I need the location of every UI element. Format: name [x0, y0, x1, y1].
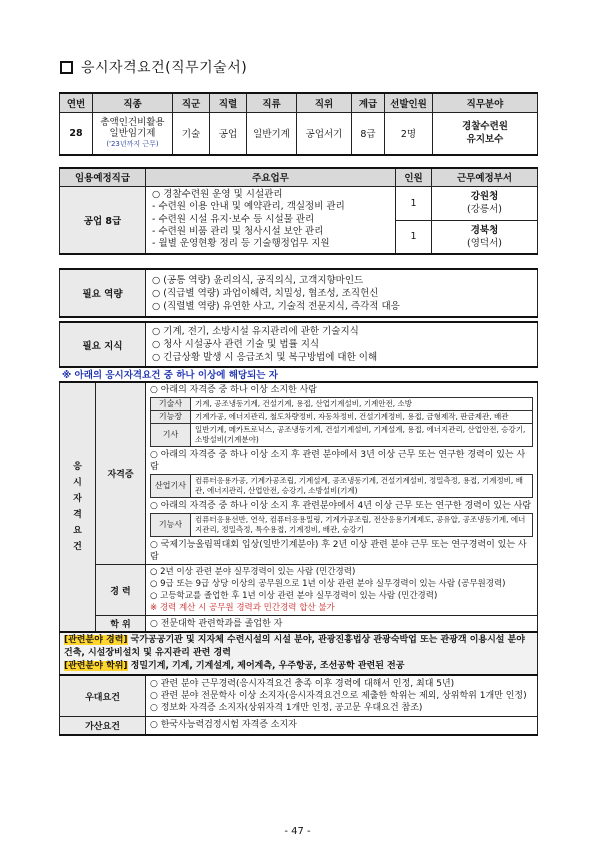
cell-group: 기술: [173, 112, 210, 155]
header-group: 직군: [173, 93, 210, 112]
qualification-table: [59, 381, 538, 736]
eligibility-notice: ※ 아래의 응시자격요건 중 하나 이상에 해당되는 자: [62, 370, 278, 381]
cell-position: 공업서기: [297, 112, 352, 155]
knowledge-table: [59, 321, 538, 368]
license-table-2: 산업기사 컴퓨터응용가공, 기계가공조립, 기계설계, 공조냉동기계, 건설기계설비, 정밀측정, 용접, 기계정비, 배관, 에너지관리, 산업안전, 승강기, 소방설비(기계): [150, 474, 533, 498]
cell-type: 총액인건비활용 일반임기제 ('23년까지 근무): [93, 112, 173, 155]
eligibility-vertical-label: 응 시 자 격 요 건: [60, 382, 96, 632]
competency-table: [59, 268, 538, 318]
duty-list: ○ 경찰수련원 운영 및 시설관리 - 수련원 이용 안내 및 예약관리, 객실정비 관리 - 수련원 시설 유지·보수 등 시설물 관리 - 수련원 비품 관리 및 청사시설 보안 관리 - 월별 운영현황 정리 등 기술행정업무 지원: [146, 186, 396, 254]
cell-field: 경찰수련원 유지보수: [433, 112, 538, 155]
cell-count: 2명: [385, 112, 433, 155]
career-list: ○ 2년 이상 관련 분야 실무경력이 있는 사람 (민간경력) ○ 9급 또는 9급 상당 이상의 공무원으로 1년 이상 관련 분야 실무경력이 있는 사람 (공무원경력) ○ 고등학교를 졸업한 후 1년 이상 관련 분야 실무경력이 있는 사람 (민간경력) ※ 경력 계산 시 공무원 경력과 민간경력 합산 불가: [146, 565, 538, 616]
education-label: 학 위: [96, 616, 146, 633]
type-note: ('23년까지 근무): [106, 139, 159, 148]
competency-label: 필요 역량: [60, 269, 146, 317]
duty-table: [59, 167, 538, 255]
preference-list: ○ 관련 분야 근무경력(응시자격요건 충족 이후 경력에 대해서 인정, 최대 5년) ○ 관련 분야 전문학사 이상 소지자(응시자격요건으로 제출한 학위는 제외, 상위학위 1개만 인정) ○ 정보화 자격증 소지자(상위자격 1개만 인정, 공고문 우대요건 참조): [146, 675, 538, 717]
related-degree-tag: [관련분야 학위]: [64, 661, 128, 671]
header-no: 연번: [60, 93, 93, 112]
header-field: 직무분야: [433, 93, 538, 112]
cell-series: 공업: [210, 112, 247, 155]
header-position: 직위: [297, 93, 352, 112]
cell-no: 28: [60, 112, 93, 155]
knowledge-list: ○ 기계, 전기, 소방시설 유지관리에 관한 기술지식 ○ 청사 시설공사 관련 기술 및 법률 지식 ○ 긴급상황 발생 시 응급조치 및 복구방법에 대한 이해: [146, 322, 538, 367]
competency-list: ○ (공통 역량) 윤리의식, 공직의식, 고객지향마인드 ○ (직급별 역량) 과업이해력, 치밀성, 협조성, 조직헌신 ○ (직렬별 역량) 유연한 사고, 기술적 전문지식, 즉각적 대응: [146, 269, 538, 317]
page-title: [60, 56, 247, 78]
header-headcount: 인원: [396, 168, 432, 186]
page-number: - 47 -: [284, 826, 311, 837]
knowledge-label: 필요 지식: [60, 322, 146, 367]
header-category: 직류: [247, 93, 297, 112]
bonus-label: 가산요건: [60, 717, 146, 735]
cell-category: 일반기계: [247, 112, 297, 155]
appoint-grade: 공업 8급: [60, 186, 146, 254]
place-count-1: 1: [396, 186, 432, 220]
header-grade: 계급: [352, 93, 385, 112]
related-field: [관련분야 경력] 국가공공기관 및 지자체 수련시설의 시설 분야, 관광진흥법상 관광숙박업 또는 관광객 이용시설 분야 건축, 시설장비설치 및 유지관리 관련 경력 [관련분야 학위] 정밀기계, 기계, 기계설계, 제어계측, 우주항공, 조선공학 관련된 전공: [60, 632, 538, 675]
header-type: 직종: [93, 93, 173, 112]
license-label: 자격증: [96, 382, 146, 565]
license-table-3: 기능사 컴퓨터응용선반, 연삭, 컴퓨터응용밀링, 기계가공조립, 전산응용기계제도, 공유압, 공조냉동기계, 에너지관리, 정밀측정, 특수용접, 기계정비, 배관, 승강기: [150, 513, 533, 537]
header-series: 직렬: [210, 93, 247, 112]
checkbox-square-icon: [60, 61, 73, 74]
license-list: ○ 아래의 자격증 중 하나 이상 소지한 사람 기술사 기계, 공조냉동기계, 건설기계, 용접, 산업기계설비, 기계안전, 소방 기능장 기계가공, 에너지관리, 철도차량정비, 자동차정비, 건설기계정비, 용접, 금형제작, 판금제관, 배관 기사 일반기계, 메카트로닉스, 공조냉동기계, 건설기계설비, 기계설계, 용접, 에너지관리, 산업안전, 승강기, 소방설비(기계분야) ○ 아래의 자격증 중 하나 이상 소지 후 관련 분야에서 3년 이상 근무 또는 연구한 경력이 있는 사람 산업기사 컴퓨터응용가공, 기계가공조립, 기계설계, 공조냉동기계, 건설기계설비, 정밀측정, 용접, 기계정비, 배관, 에너지관리, 산업안전, 승강기, 소방설비(기계) ○ 아래의 자격증 중 하나 이상 소지 후 관련분야에서 4년 이상 근무 또는 연구한 경력이 있는 사람 기능사 컴퓨터응용선반, 연삭, 컴퓨터응용밀링, 기계가공조립, 전산응용기계제도, 공유압, 공조냉동기계, 에너지관리, 정밀측정, 특수용접, 기계정비, 배관, 승강기 ○ 국제기능올림픽대회 입상(일반기계분야) 후 2년 이상 관련 분야 근무 또는 연구경력이 있는 사람: [146, 382, 538, 565]
preference-label: 우대요건: [60, 675, 146, 717]
header-count: 선발인원: [385, 93, 433, 112]
header-department: 근무예정부서: [432, 168, 538, 186]
place-count-2: 1: [396, 220, 432, 254]
education-item: ○ 전문대학 관련학과를 졸업한 자: [146, 616, 538, 633]
header-appoint-grade: 임용예정직급: [60, 168, 146, 186]
bonus-item: ○ 한국사능력검정시험 자격증 소지자: [146, 717, 538, 735]
cell-grade: 8급: [352, 112, 385, 155]
license-table-1: 기술사 기계, 공조냉동기계, 건설기계, 용접, 산업기계설비, 기계안전, 소방 기능장 기계가공, 에너지관리, 철도차량정비, 자동차정비, 건설기계정비, 용접, 금형제작, 판금제관, 배관 기사 일반기계, 메카트로닉스, 공조냉동기계, 건설기계설비, 기계설계, 용접, 에너지관리, 산업안전, 승강기, 소방설비(기계분야): [150, 397, 533, 447]
career-label: 경 력: [96, 565, 146, 616]
related-career-tag: [관련분야 경력]: [64, 635, 128, 645]
place-2: 경북청 (영덕서): [432, 220, 538, 254]
career-warning: ※ 경력 계산 시 공무원 경력과 민간경력 합산 불가: [150, 603, 335, 613]
place-1: 강원청 (강릉서): [432, 186, 538, 220]
header-main-duty: 주요업무: [146, 168, 396, 186]
job-info-table: [59, 92, 538, 156]
title-text: 응시자격요건(직무기술서): [81, 60, 248, 76]
